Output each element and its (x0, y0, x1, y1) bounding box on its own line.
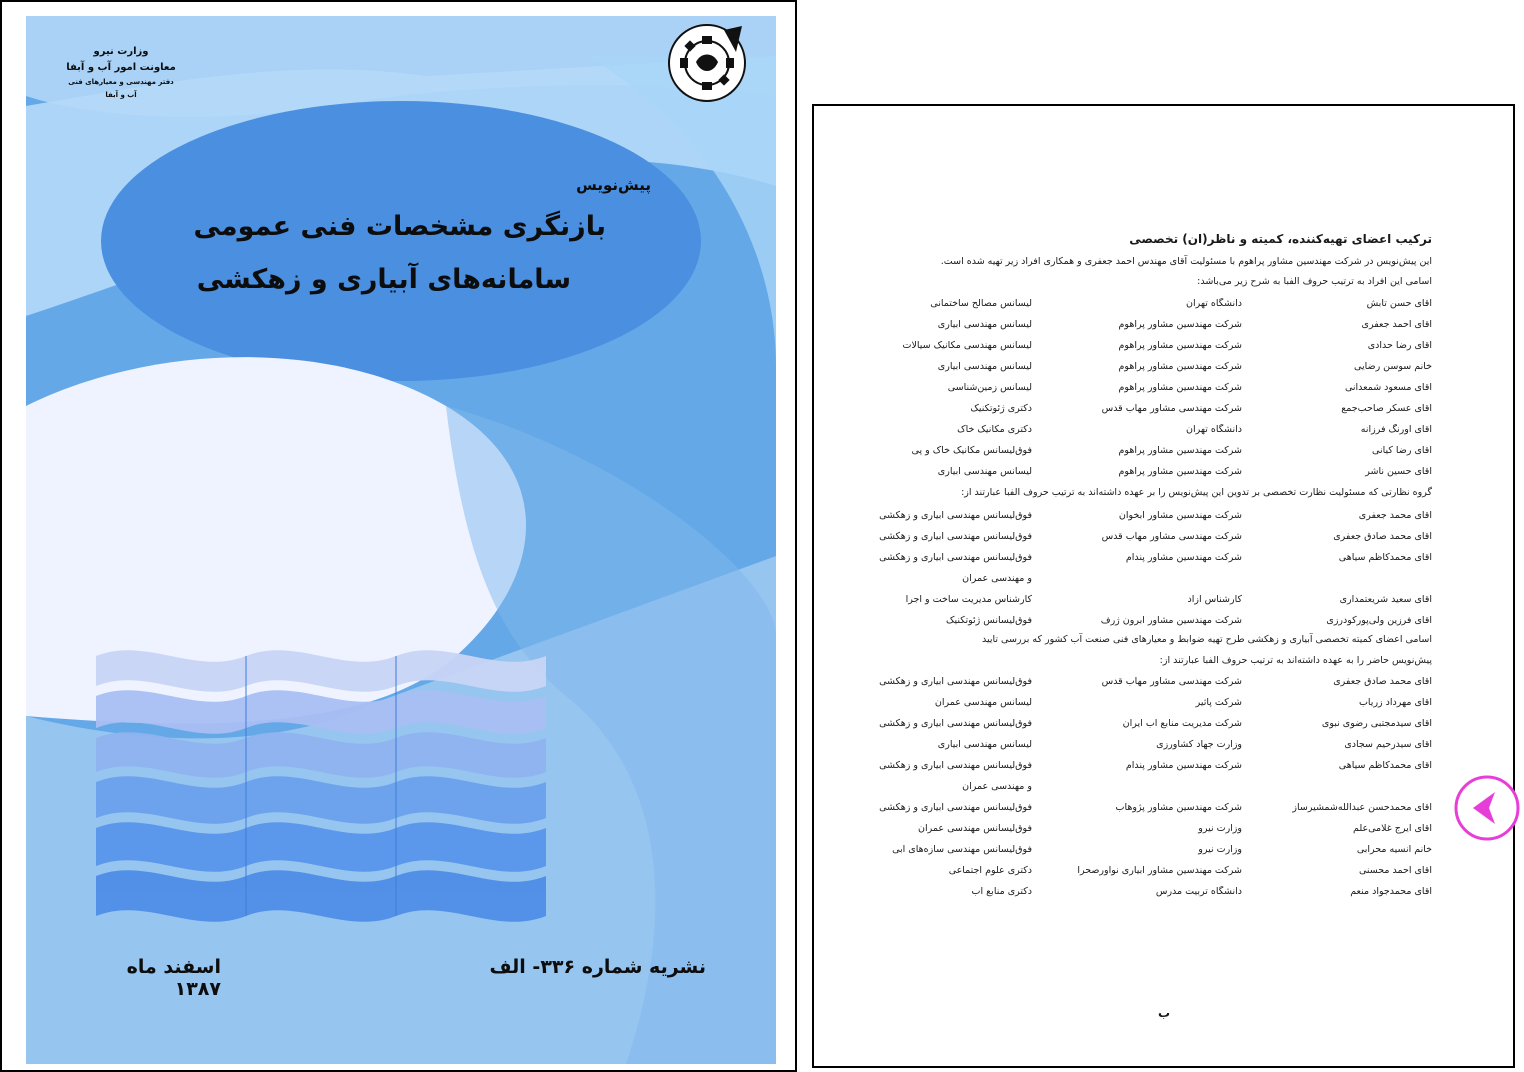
member-degree: فوق‌لیسانس مهندسی عمران (918, 823, 1032, 834)
ministry-line: آب و آبفا (105, 91, 137, 99)
member-organization: وزارت نیرو (1198, 823, 1242, 834)
member-degree: دکتری منابع آب (971, 886, 1032, 897)
table-row (834, 573, 1432, 593)
table-row (834, 319, 1432, 339)
member-name: آقای محمدحسن عبدالله‌شمشیرساز (1292, 802, 1432, 813)
member-degree: لیسانس مهندسی آبیاری (937, 466, 1032, 477)
member-degree: لیسانس مهندسی آبیاری (937, 319, 1032, 330)
page-number: ب (1157, 1006, 1171, 1020)
member-organization: وزارت نیرو (1198, 844, 1242, 855)
member-degree: فوق‌لیسانس مهندسی آبیاری و زهکشی (879, 802, 1032, 813)
cover-title-line-1: بازنگری مشخصات فنی عمومی (193, 211, 606, 242)
member-name: آقای مسعود شمعدانی (1344, 382, 1432, 393)
member-organization: شرکت مهندسین مشاور پراهوم (1118, 319, 1242, 330)
member-organization: شرکت مهندسین مشاور پندام (1125, 552, 1242, 563)
member-degree: فوق‌لیسانس مکانیک خاک و پی (911, 445, 1032, 456)
table-row (834, 676, 1432, 696)
member-name: آقای محمد صادق جعفری (1333, 531, 1432, 542)
member-name: آقای فرزین ولی‌پورکودرزی (1326, 615, 1432, 626)
member-degree: لیسانس مهندسی عمران (934, 697, 1032, 708)
preparers-intro: اسامی این افراد به ترتیب حروف الفبا به شرح زیر می‌باشد: (1197, 276, 1432, 287)
member-degree: دکتری ژئوتکنیک (970, 403, 1032, 414)
table-row (834, 361, 1432, 381)
table-row (834, 466, 1432, 486)
document-title: ترکیب اعضای تهیه‌کننده، کمیته و ناظر(ان) تخصصی (1129, 232, 1432, 246)
member-organization: وزارت جهاد کشاورزی (1156, 739, 1242, 750)
member-organization: شرکت مهندسی مشاور مهاب قدس (1101, 403, 1242, 414)
member-degree: فوق‌لیسانس مهندسی آبیاری و زهکشی (879, 552, 1032, 563)
member-degree: فوق‌لیسانس مهندسی آبیاری و زهکشی (879, 676, 1032, 687)
table-row (834, 403, 1432, 423)
member-degree: فوق‌لیسانس مهندسی آبیاری و زهکشی (879, 760, 1032, 771)
member-organization: دانشگاه تهران (1185, 298, 1242, 309)
member-degree: لیسانس مهندسی آبیاری (937, 739, 1032, 750)
member-name: آقای محمدجواد منعم (1350, 886, 1432, 897)
document-intro: این پیش‌نویس در شرکت مهندسین مشاور پراهوم با مسئولیت آقای مهندس احمد جعفری و همکاری افراد زیر تهیه شده است. (940, 256, 1432, 267)
member-name: آقای عسکر صاحب‌جمع (1341, 403, 1432, 414)
table-row (834, 697, 1432, 717)
table-row (834, 802, 1432, 822)
member-name: آقای سعید شریعتمداری (1339, 594, 1432, 605)
table-row (834, 823, 1432, 843)
member-name: آقای احمد محسنی (1358, 865, 1432, 876)
member-degree: لیسانس مهندسی مکانیک سیالات (902, 340, 1032, 351)
draft-label: پیش‌نویس (576, 176, 651, 194)
table-row (834, 382, 1432, 402)
member-degree: لیسانس زمین‌شناسی (947, 382, 1032, 393)
member-degree: دکتری مکانیک خاک (957, 424, 1032, 435)
member-name: آقای محمدکاظم سیاهی (1338, 552, 1432, 563)
member-name: آقای محمد جعفری (1358, 510, 1432, 521)
member-name: خانم سوسن رضایی (1354, 361, 1432, 372)
table-row (834, 865, 1432, 885)
member-name: خانم آنسیه محرابی (1356, 844, 1432, 855)
table-row (834, 886, 1432, 906)
member-organization: شرکت مهندسین مشاور پراهوم (1118, 382, 1242, 393)
table-row (834, 424, 1432, 444)
table-row (834, 615, 1432, 635)
member-organization: کارشناس آزاد (1187, 594, 1242, 605)
member-degree: فوق‌لیسانس مهندسی سازه‌های آبی (892, 844, 1032, 855)
member-name: آقای سیدرحیم سجادی (1344, 739, 1432, 750)
member-organization: شرکت پاثیر (1195, 697, 1242, 708)
member-name: آقای ایرج غلامی‌علم (1353, 823, 1432, 834)
member-organization: دانشگاه تهران (1185, 424, 1242, 435)
member-organization: شرکت مهندسین مشاور آبیاری نوآورصحرا (1077, 865, 1242, 876)
member-name: آقای رضا حدادی (1367, 340, 1432, 351)
member-degree: فوق‌لیسانس مهندسی آبیاری و زهکشی (879, 531, 1032, 542)
previous-page-button[interactable] (1453, 774, 1521, 842)
table-row (834, 844, 1432, 864)
member-organization: شرکت مهندسی مشاور مهاب قدس (1101, 676, 1242, 687)
cover-background-art (26, 16, 776, 1064)
member-degree: فوق‌لیسانس ژئوتکنیک (946, 615, 1032, 626)
member-degree: فوق‌لیسانس مهندسی آبیاری و زهکشی (879, 718, 1032, 729)
committee-intro-line-2: پیش‌نویس حاضر را به عهده داشته‌اند به ترتیب حروف الفبا عبارتند از: (1159, 655, 1432, 666)
member-organization: شرکت مهندسین مشاور آبرون ژرف (1100, 615, 1242, 626)
table-row (834, 594, 1432, 614)
standards-logo-icon (666, 22, 748, 104)
member-name: آقای محمدکاظم سیاهی (1338, 760, 1432, 771)
member-organization: شرکت مهندسین مشاور پراهوم (1118, 340, 1242, 351)
publication-number: نشریه شماره ۳۳۶- الف (489, 956, 706, 978)
table-row (834, 531, 1432, 551)
member-degree: و مهندسی عمران (962, 781, 1032, 792)
table-row (834, 298, 1432, 318)
table-row (834, 718, 1432, 738)
member-organization: شرکت مدیریت منابع آب ایران (1122, 718, 1242, 729)
member-organization: شرکت مهندسی مشاور مهاب قدس (1101, 531, 1242, 542)
member-organization: شرکت مهندسین مشاور آبخوان (1118, 510, 1242, 521)
cover-title-line-2: سامانه‌های آبیاری و زهکشی (196, 264, 571, 295)
member-name: آقای اورنگ فرزانه (1360, 424, 1432, 435)
table-row (834, 781, 1432, 801)
member-name: آقای حسین ناشر (1365, 466, 1432, 477)
member-name: آقای رضا کیانی (1372, 445, 1432, 456)
member-organization: شرکت مهندسین مشاور پندام (1125, 760, 1242, 771)
ministry-header (46, 44, 196, 102)
chevron-left-icon (1453, 774, 1521, 842)
member-organization: شرکت مهندسین مشاور پراهوم (1118, 466, 1242, 477)
member-degree: لیسانس مهندسی آبیاری (937, 361, 1032, 372)
member-name: آقای سیدمجتبی رضوی نبوی (1321, 718, 1432, 729)
member-organization: شرکت مهندسین مشاور پراهوم (1118, 361, 1242, 372)
ministry-line: دفتر مهندسی و معیارهای فنی (68, 78, 174, 86)
committee-intro-line-1: اسامی اعضای کمیته تخصصی آبیاری و زهکشی طرح تهیه ضوابط و معیارهای فنی صنعت آب کشور که بررسی تایید (981, 634, 1432, 645)
member-name: آقای محمد صادق جعفری (1333, 676, 1432, 687)
table-row (834, 739, 1432, 759)
member-organization: دانشگاه تربیت مدرس (1155, 886, 1242, 897)
table-row (834, 760, 1432, 780)
table-row (834, 340, 1432, 360)
ministry-line: معاونت امور آب و آبفا (66, 62, 176, 73)
supervision-intro: گروه نظارتی که مسئولیت نظارت تخصصی بر تدوین این پیش‌نویس را بر عهده داشته‌اند به ترتیب حروف الفبا عبارتند از: (961, 487, 1432, 498)
member-degree: و مهندسی عمران (962, 573, 1032, 584)
member-organization: شرکت مهندسین مشاور پراهوم (1118, 445, 1242, 456)
member-organization: شرکت مهندسین مشاور پژوهاب (1115, 802, 1242, 813)
document-page (812, 104, 1515, 1068)
publication-date: اسفند ماه ۱۳۸۷ (126, 956, 221, 1000)
member-name: آقای مهرداد زریاب (1358, 697, 1432, 708)
cover-art-area (26, 16, 776, 1064)
member-name: آقای احمد جعفری (1361, 319, 1432, 330)
member-name: آقای حسن تابش (1366, 298, 1432, 309)
ministry-line: وزارت نیرو (93, 46, 149, 57)
member-degree: کارشناس مدیریت ساخت و اجرا (905, 594, 1032, 605)
table-row (834, 552, 1432, 572)
table-row (834, 510, 1432, 530)
member-degree: لیسانس مصالح ساختمانی (930, 298, 1032, 309)
member-degree: فوق‌لیسانس مهندسی آبیاری و زهکشی (879, 510, 1032, 521)
table-row (834, 445, 1432, 465)
member-degree: دکتری علوم اجتماعی (948, 865, 1032, 876)
